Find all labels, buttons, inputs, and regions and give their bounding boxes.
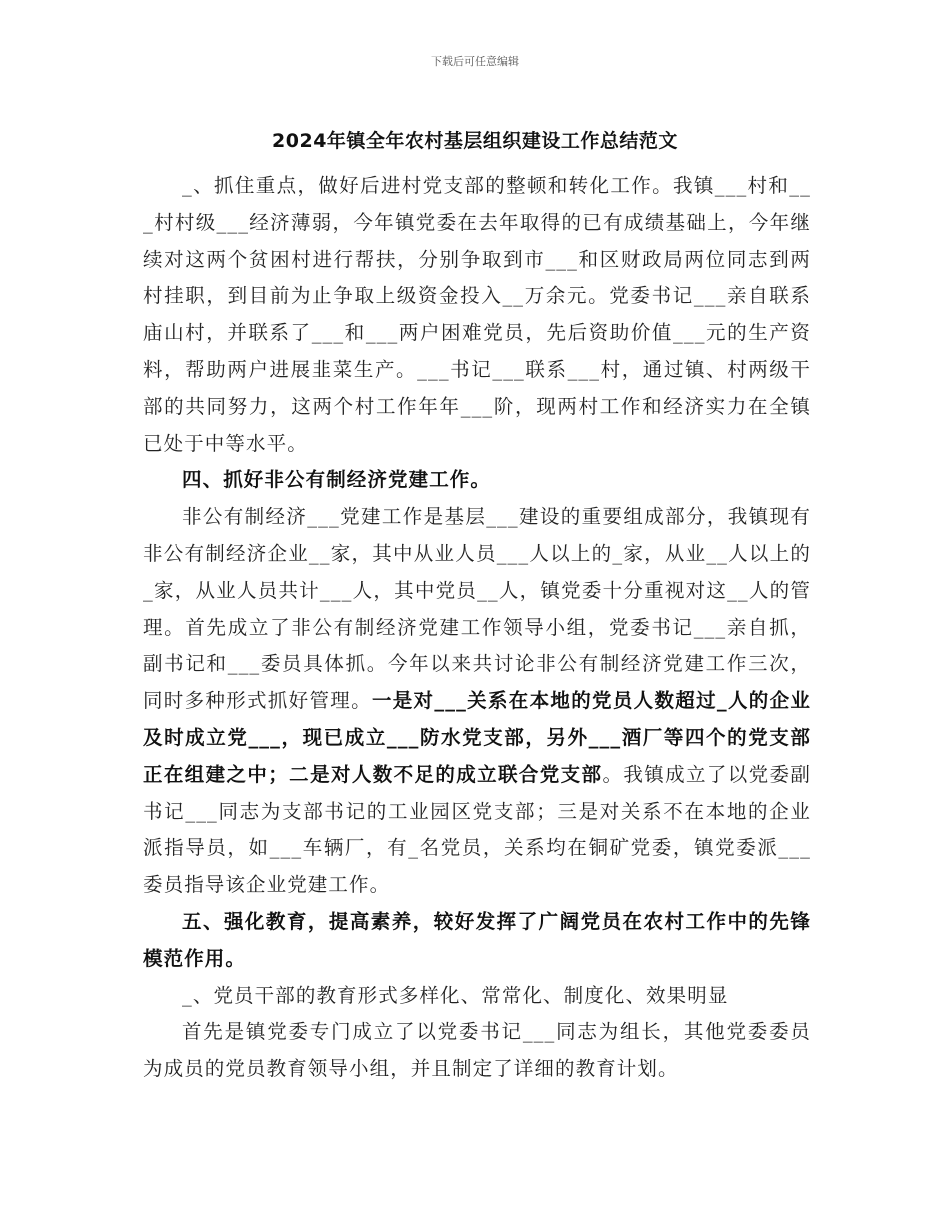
paragraph-text-end: 。我镇成立了以党委副书记___同志为支部书记的工业园区党支部；三是对关系不在本地的企业派指导员，如___车辆厂，有_名党员，关系均在铜矿党委，镇党委派___委员指导该企业党建工作。 [143,762,811,897]
paragraph-non-public-economy [143,499,811,904]
subheading-education-forms: _、党员干部的教育形式多样化、常常化、制度化、效果明显 [182,983,729,1007]
document-title: 2024年镇全年农村基层组织建设工作总结范文 [272,130,678,152]
heading-section-four: 四、抓好非公有制经济党建工作。 [182,468,492,492]
document-body [143,168,811,1088]
paragraph-text-bold: 一是对___关系在本地的党员人数超过_人的企业及时成立党___，现已成立___防水党支部，另外___酒厂等四个的党支部正在组建之中；二是对人数不足的成立联合党支部 [143,689,811,786]
paragraph-education-group: 首先是镇党委专门成立了以党委书记___同志为组长，其他党委委员为成员的党员教育领导小组，并且制定了详细的教育计划。 [143,1020,811,1081]
paragraph-text-start: 非公有制经济___党建工作是基层___建设的重要组成部分，我镇现有非公有制经济企业__家，其中从业人员___人以上的_家，从业__人以上的_家，从业人员共计___人，其中党员__人，镇党委十分重视对这__人的管理。首先成立了非公有制经济党建工作领导小组，党委书记___亲自抓，副书记和___委员具体抓。今年以来共讨论非公有制经济党建工作三次，同时多种形式抓好管理。 [143,505,811,713]
download-note: 下载后可任意编辑 [431,55,519,68]
paragraph-rectify-villages: _、抓住重点，做好后进村党支部的整顿和转化工作。我镇___村和___村村级___经济薄弱，今年镇党委在去年取得的已有成绩基础上，今年继续对这两个贫困村进行帮扶，分别争取到市___和区财政局两位同志到两村挂职，到目前为止争取上级资金投入__万余元。党委书记___亲自联系庙山村，并联系了___和___两户困难党员，先后资助价值___元的生产资料，帮助两户进展韭菜生产。___书记___联系___村，通过镇、村两级干部的共同努力，这两个村工作年年___阶，现两村工作和经济实力在全镇已处于中等水平。 [143,174,811,455]
heading-section-five: 五、强化教育，提高素养，较好发挥了广阔党员在农村工作中的先锋模范作用。 [143,909,811,970]
